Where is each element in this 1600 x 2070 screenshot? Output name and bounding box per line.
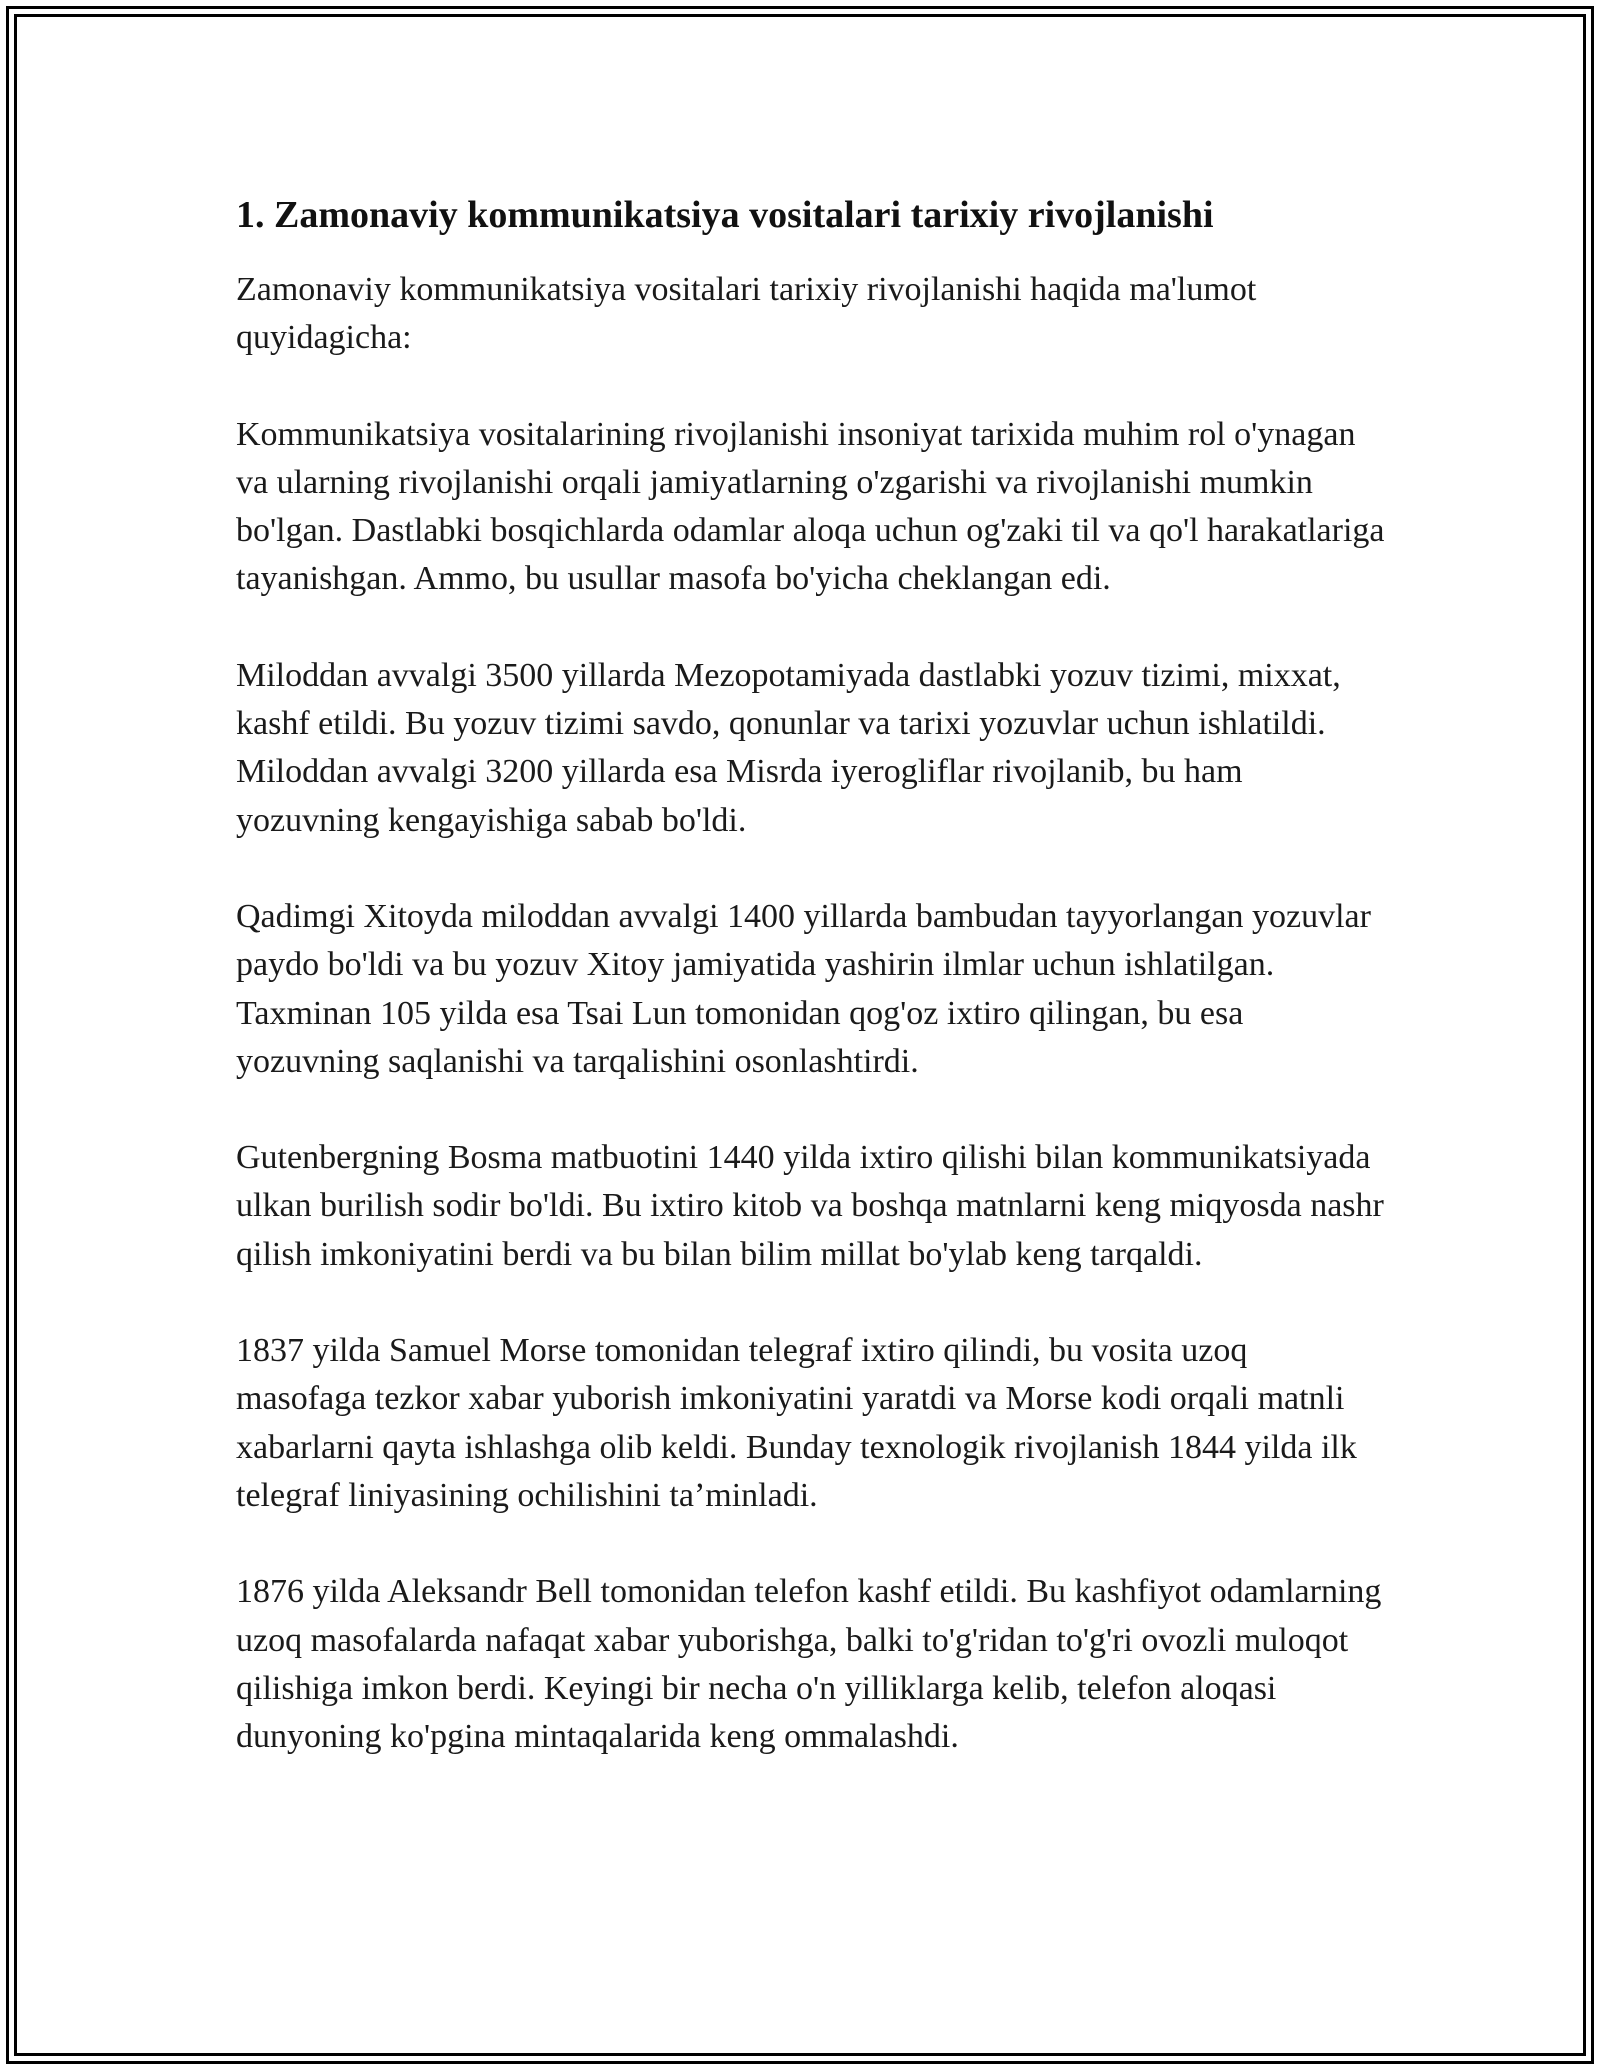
paragraph-early-communication: Kommunikatsiya vositalarining rivojlanishi insoniyat tarixida muhim rol o'ynagan va ularning rivojlanishi orqali jamiyatlarning o'zgarishi va rivojlanishi mumkin bo'lgan. Dastlabki bosqichlarda odamlar aloqa uchun og'zaki til va qo'l harakatlariga tayanishgan. Ammo, bu usullar masofa bo'yicha cheklangan edi. [236,415,1385,598]
paragraph-printing-press: Gutenbergning Bosma matbuotini 1440 yilda ixtiro qilishi bilan kommunikatsiyada ulkan burilish sodir bo'ldi. Bu ixtiro kitob va boshqa matnlarni keng miqyosda nashr qilish imkoniyatini berdi va bu bilan bilim millat bo'ylab keng tarqaldi. [236,1139,1384,1273]
paragraph-telephone: 1876 yilda Aleksandr Bell tomonidan telefon kashf etildi. Bu kashfiyot odamlarning uzoq masofalarda nafaqat xabar yuborishga, balki to'g'ridan to'g'ri ovozli muloqot qilishiga imkon berdi. Keyingi bir necha o'n yilliklarga kelib, telefon aloqasi dunyoning ko'pgina mintaqalarida keng ommalashdi. [236,1573,1382,1756]
paragraph-ancient-china: Qadimgi Xitoyda miloddan avvalgi 1400 yillarda bambudan tayyorlangan yozuvlar paydo bo'ldi va bu yozuv Xitoy jamiyatida yashirin ilmlar uchun ishlatilgan. Taxminan 105 yilda esa Tsai Lun tomonidan qog'oz ixtiro qilingan, bu esa yozuvning saqlanishi va tarqalishini osonlashtirdi. [236,897,1371,1080]
paragraph-telegraph: 1837 yilda Samuel Morse tomonidan telegraf ixtiro qilindi, bu vosita uzoq masofaga tezkor xabar yuborish imkoniyatini yaratdi va Morse kodi orqali matnli xabarlarni qayta ishlashga olib keldi. Bunday texnologik rivojlanish 1844 yilda ilk telegraf liniyasining ochilishini taʼminladi. [236,1332,1357,1514]
paragraph-intro: Zamonaviy kommunikatsiya vositalari tarixiy rivojlanishi haqida ma'lumot quyidagicha: [236,271,1257,357]
paragraph-writing-systems: Miloddan avvalgi 3500 yillarda Mezopotamiyada dastlabki yozuv tizimi, mixxat, kashf etildi. Bu yozuv tizimi savdo, qonunlar va tarixi yozuvlar uchun ishlatildi. Miloddan avvalgi 3200 yillarda esa Misrda iyerogliflar rivojlanib, bu ham yozuvning kengayishiga sabab bo'ldi. [236,656,1341,839]
document-body [236,186,1386,1809]
section-heading: 1. Zamonaviy kommunikatsiya vositalari tarixiy rivojlanishi [236,194,1214,236]
